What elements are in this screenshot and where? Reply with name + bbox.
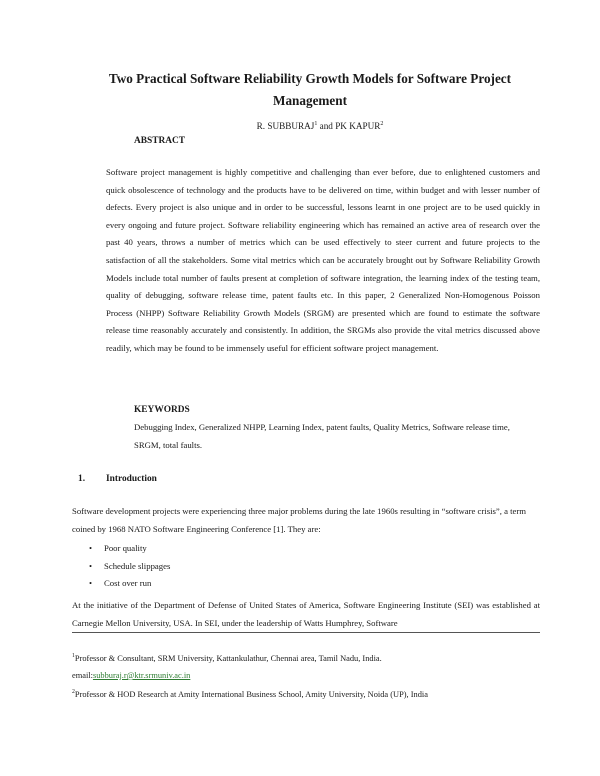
bullet-icon: • bbox=[89, 578, 93, 589]
paper-title: Two Practical Software Reliability Growth Models for Software Project Management bbox=[108, 71, 512, 108]
footnote-2: $^2$Professor & HOD Research at Amity International Business School, Amity University, Noida (UP), India bbox=[72, 688, 428, 699]
problem-list bbox=[89, 540, 170, 593]
bullet-icon: • bbox=[89, 560, 93, 571]
email-link[interactable]: subburaj.r@ktr.srmuniv.ac.in bbox=[92, 670, 191, 680]
author-2: PK KAPUR bbox=[335, 121, 381, 132]
abstract-heading: ABSTRACT bbox=[134, 136, 186, 146]
intro-paragraph-1: Software development projects were experiencing three major problems during the late 1960s resulting in “software crisis”, a term coined by 1968 NATO Software Engineering Conference [1]. They are: bbox=[72, 506, 527, 534]
footnote-1: $^1$Professor & Consultant, SRM University, Kattankulathur, Chennai area, Tamil Nadu, India. bbox=[72, 653, 382, 663]
bullet-icon: • bbox=[89, 543, 93, 553]
footnotes bbox=[72, 648, 540, 703]
author-conjunction: and bbox=[319, 121, 333, 132]
author-line bbox=[180, 118, 460, 132]
keywords-body: Debugging Index, Generalized NHPP, Learning Index, patent faults, Quality Metrics, Software release time, SRGM, total faults. bbox=[134, 422, 510, 450]
abstract-body: Software project management is highly competitive and challenging than ever before, due to enlightened customers and quick obsolescence of technology and the products have to be delivered on time, within budget and with lesser number of defects. Every project is also unique and in order to be successful, lessons learnt in one project are to be used quickly in every ongoing and future project. Software reliability engineering which has remained an active area of research over the past 40 years, throws a number of metrics which can be used effectively to steer current and future projects to the satisfaction of all the stakeholders. Some vital metrics which can be accurately brought out by Software Reliability Growth Models include total number of faults present at completion of software integration, the learning index of the testing team, quality of debugging, software release time, patent faults etc. In this paper, 2 Generalized Non-Homogenous Poisson Process (NHPP) Software Reliability Growth Models (SRGM) are presented which are found to estimate the software release time reasonably accurately and consistently. In addition, the SRGMs also provide the vital metrics discussed above readily, which may be found to be immensely useful for efficient software project management. bbox=[106, 167, 540, 353]
list-item: • Schedule slippages bbox=[89, 558, 170, 576]
list-item: • Cost over run bbox=[89, 575, 170, 593]
intro-paragraph-2: At the initiative of the Department of Defense of United States of America, Software Engineering Institute (SEI) was established at Carnegie Mellon University, USA. In SEI, under the leadership of Watts Humphrey, Software bbox=[72, 600, 540, 628]
footnote-email: email:subburaj.r@ktr.srmuniv.ac.in bbox=[72, 670, 191, 680]
list-item: • Poor quality bbox=[89, 540, 170, 558]
footnote-divider bbox=[72, 632, 540, 633]
author-1-affiliation-mark: 1 bbox=[314, 121, 318, 127]
author-2-affiliation-mark: 2 bbox=[380, 121, 384, 127]
author-1: R. SUBBURAJ bbox=[256, 121, 315, 132]
section-title: Introduction bbox=[106, 474, 157, 484]
keywords-heading: KEYWORDS bbox=[134, 405, 190, 415]
section-number: 1. bbox=[78, 474, 86, 484]
